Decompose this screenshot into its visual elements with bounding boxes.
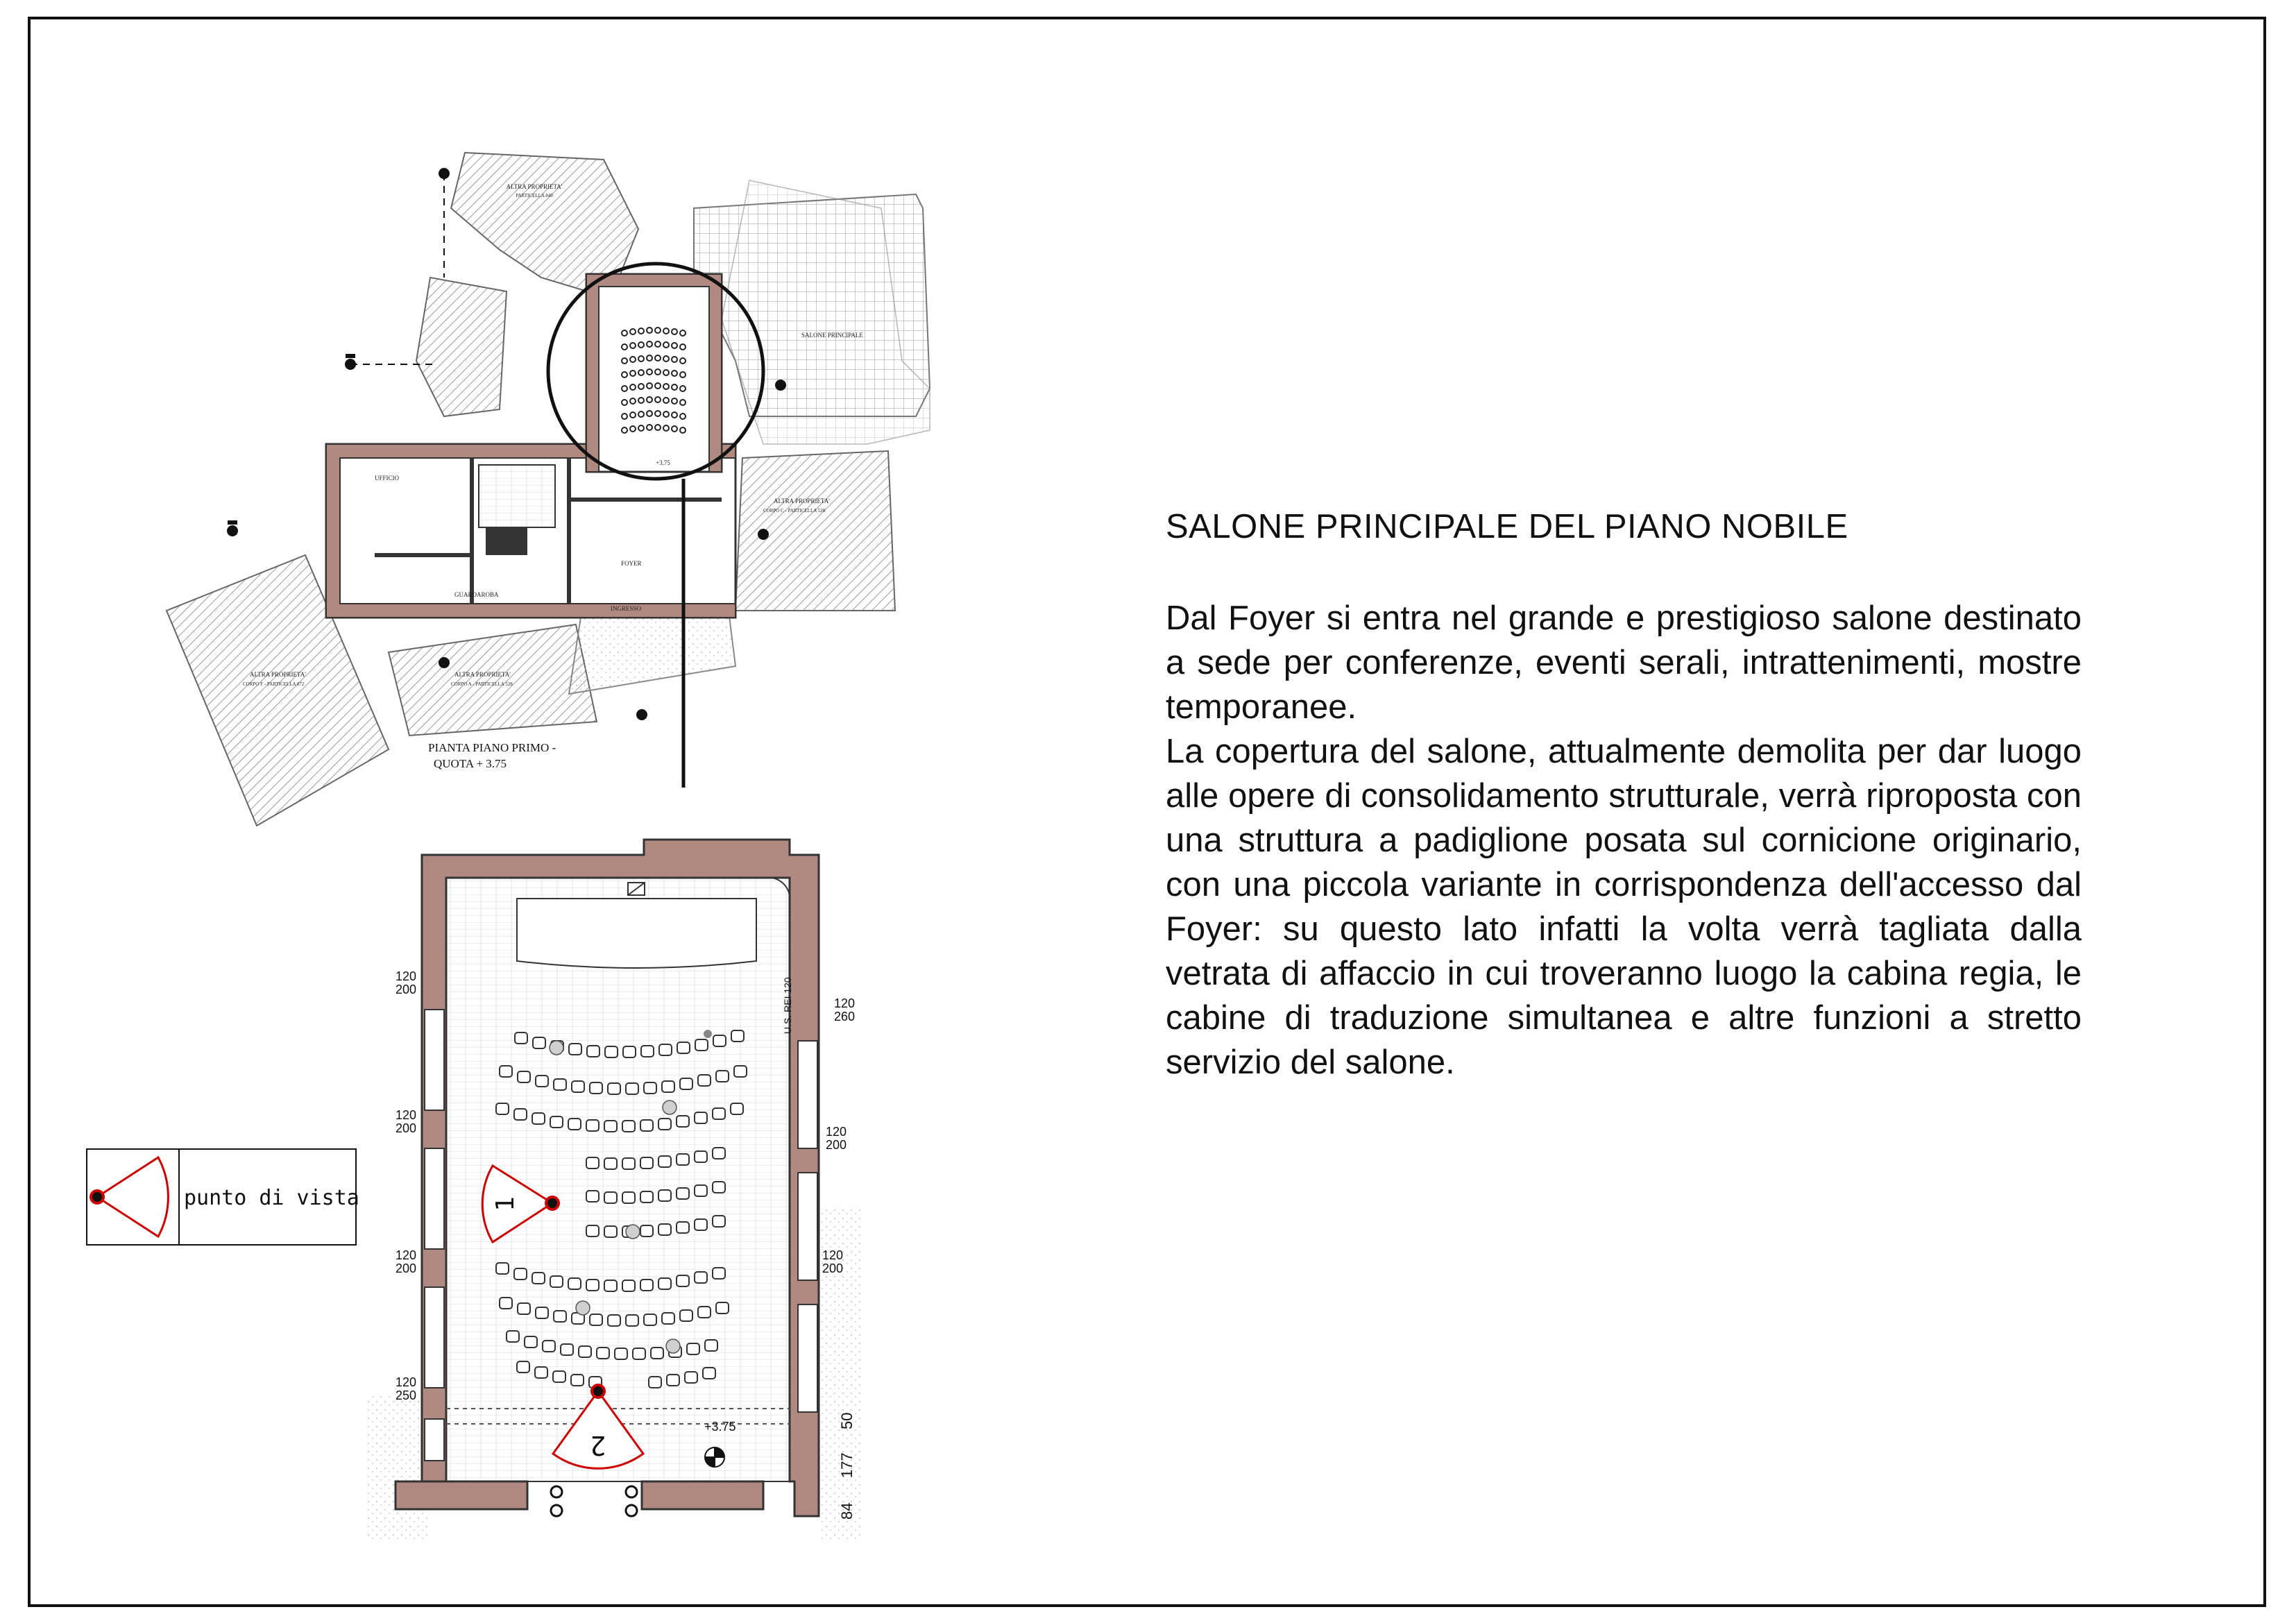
dim-right-1b: 260 xyxy=(834,1010,856,1023)
dim-right-2a: 120 xyxy=(826,1125,847,1139)
label-salone-principale: SALONE PRINCIPALE xyxy=(801,332,863,339)
dim-right-3a: 120 xyxy=(822,1248,844,1262)
dim-left-2b: 200 xyxy=(395,1121,416,1135)
detail-elevation-label: +3.75 xyxy=(704,1420,736,1434)
label-ingresso: INGRESSO xyxy=(611,605,642,612)
label-altra-proprieta-left: ALTRA PROPRIETA' xyxy=(250,671,306,678)
label-corpo-c: CORPO C - PARTICELLA 528 xyxy=(763,508,826,513)
legend-box xyxy=(87,1149,359,1245)
site-plan xyxy=(167,153,930,826)
label-guardaroba: GUARDAROBA xyxy=(454,591,499,598)
site-plan-title-line1: PIANTA PIANO PRIMO - xyxy=(428,741,556,754)
description-panel xyxy=(1166,507,2082,1085)
dim-left-1a: 120 xyxy=(395,969,416,983)
label-ufficio: UFFICIO xyxy=(375,475,400,482)
label-altra-proprieta-top: ALTRA PROPRIETA' xyxy=(506,183,563,190)
label-altra-proprieta-right: ALTRA PROPRIETA' xyxy=(774,498,830,504)
detail-plan xyxy=(368,840,860,1540)
paragraph-2: La copertura del salone, attualmente demolita per dar luogo alle opere di consolidamento strutturale, verrà riproposta con una struttura a padiglione posata sul cornicione originario, con una piccola variante in corrispondenza dell'accesso dal Foyer: su questo lato infatti la volta verrà tagliata dalla vetrata di affaccio in cui troveranno luogo la cabina regia, le cabine di traduzione simultanea e altre funzioni a stretto servizio del salone. xyxy=(1166,732,2082,1081)
dim-right-1a: 120 xyxy=(834,996,856,1010)
label-corpo-f: CORPO F - PARTICELLA 872 xyxy=(243,681,305,687)
legend-label: punto di vista xyxy=(184,1186,359,1210)
site-plan-title-line2: QUOTA + 3.75 xyxy=(434,757,507,770)
label-quota-salone: +3.75 xyxy=(656,459,670,466)
stage xyxy=(517,899,756,968)
dim-left-2a: 120 xyxy=(395,1108,416,1122)
viewpoint-2-number: 2 xyxy=(590,1430,606,1461)
dim-right-2b: 200 xyxy=(826,1138,847,1152)
section-title: SALONE PRINCIPALE DEL PIANO NOBILE xyxy=(1166,508,1848,545)
dim-177: 177 xyxy=(838,1452,856,1478)
label-foyer: FOYER xyxy=(621,560,642,567)
dim-left-3a: 120 xyxy=(395,1248,416,1262)
dim-50: 50 xyxy=(838,1412,856,1429)
dim-right-3b: 200 xyxy=(822,1261,844,1275)
label-corpo-a: CORPO A - PARTICELLA 528 xyxy=(451,681,513,687)
altra-proprieta-bottom xyxy=(389,624,597,736)
label-particella-top: PARTICELLA 840 xyxy=(516,193,553,198)
viewpoint-1-number: 1 xyxy=(491,1196,520,1212)
dim-left-4a: 120 xyxy=(395,1375,416,1389)
label-altra-proprieta-bottom: ALTRA PROPRIETA' xyxy=(454,671,511,678)
dim-left-3b: 200 xyxy=(395,1261,416,1275)
section-body xyxy=(1166,596,2082,1085)
paragraph-1: Dal Foyer si entra nel grande e prestigioso salone destinato a sede per conferenze, eventi serali, intrattenimenti, mostre temporanee. xyxy=(1166,599,2082,726)
dim-left-1b: 200 xyxy=(395,983,416,996)
dim-84: 84 xyxy=(838,1502,856,1520)
dim-left-4b: 250 xyxy=(395,1388,416,1402)
fire-rating-label: U.S. REI 120 xyxy=(782,977,793,1034)
